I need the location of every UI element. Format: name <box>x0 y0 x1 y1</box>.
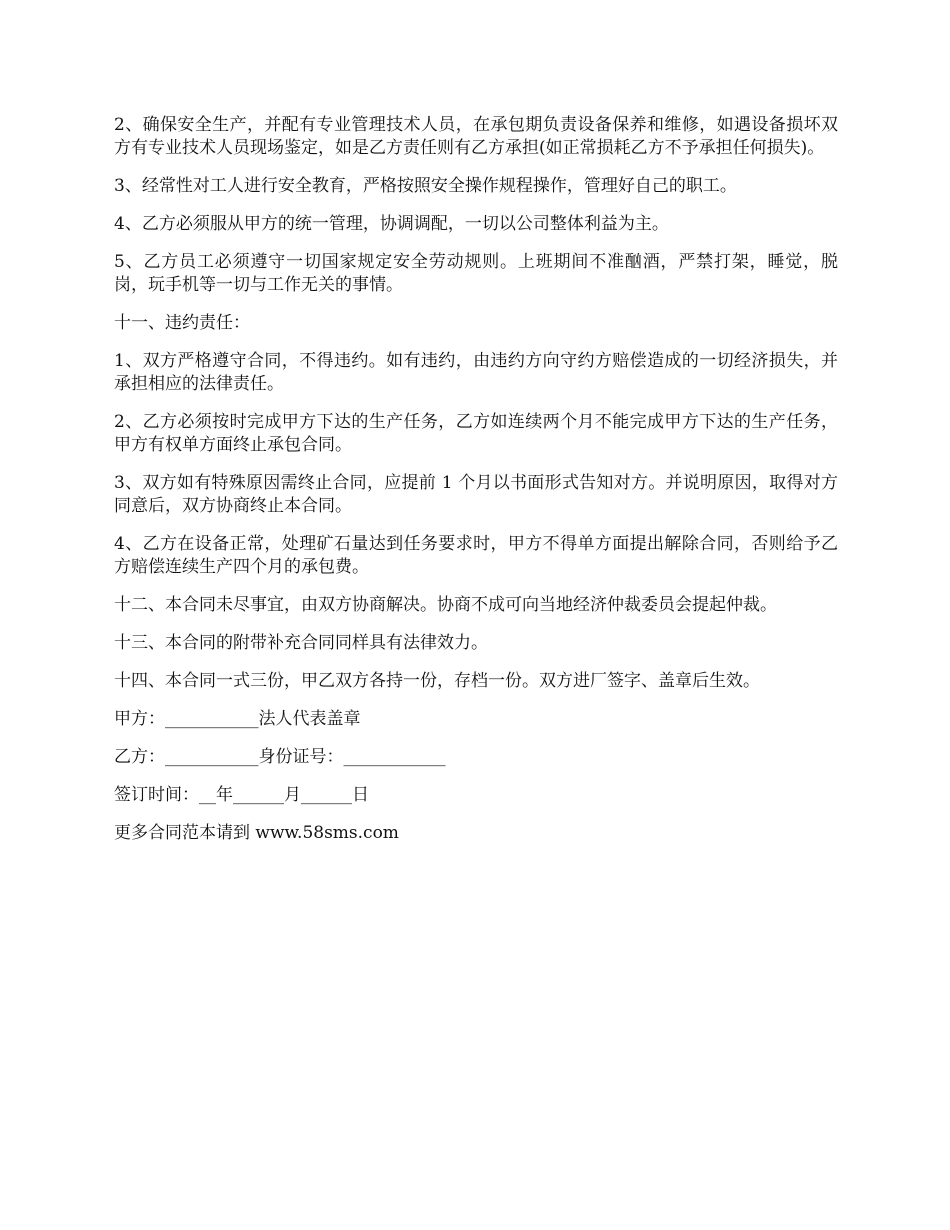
party-b-signature-line: 乙方：___________身份证号：____________ <box>114 747 446 767</box>
clause-5-labor-rules: 5、乙方员工必须遵守一切国家规定安全劳动规则。上班期间不准酗酒，严禁打架，睡觉，脱岗，玩手机等一切与工作无关的事情。 <box>114 252 838 295</box>
breach-clause-3: 3、双方如有特殊原因需终止合同，应提前 1 个月以书面形式告知对方。并说明原因，取得对方同意后，双方协商终止本合同。 <box>114 473 838 516</box>
section-13: 十三、本合同的附带补充合同同样具有法律效力。 <box>114 633 488 653</box>
breach-clause-4: 4、乙方在设备正常，处理矿石量达到任务要求时，甲方不得单方面提出解除合同，否则给予乙方赔偿连续生产四个月的承包费。 <box>114 534 838 577</box>
section-14: 十四、本合同一式三份，甲乙双方各持一份，存档一份。双方进厂签字、盖章后生效。 <box>114 671 760 691</box>
breach-clause-1: 1、双方严格遵守合同，不得违约。如有违约，由违约方向守约方赔偿造成的一切经济损失，并承担相应的法律责任。 <box>114 351 838 394</box>
document-page <box>114 114 838 860</box>
clause-3-safety-education: 3、经常性对工人进行安全教育，严格按照安全操作规程操作，管理好自己的职工。 <box>114 176 737 196</box>
clause-4-unified-management: 4、乙方必须服从甲方的统一管理，协调调配，一切以公司整体利益为主。 <box>114 214 669 234</box>
breach-clause-2: 2、乙方必须按时完成甲方下达的生产任务，乙方如连续两个月不能完成甲方下达的生产任务，甲方有权单方面终止承包合同。 <box>114 412 838 455</box>
section-11-heading: 十一、违约责任： <box>114 313 250 333</box>
clause-2-safety-production: 2、确保安全生产，并配有专业管理技术人员，在承包期负责设备保养和维修，如遇设备损坏双方有专业技术人员现场鉴定，如是乙方责任则有乙方承担(如正常损耗乙方不予承担任何损失)。 <box>114 115 838 158</box>
footer-more-templates: 更多合同范本请到 www.58sms.com <box>114 823 399 843</box>
party-a-signature-line: 甲方：___________法人代表盖章 <box>114 709 361 729</box>
section-12: 十二、本合同未尽事宜，由双方协商解决。协商不成可向当地经济仲裁委员会提起仲裁。 <box>114 595 777 615</box>
signing-date-line: 签订时间：__年______月______日 <box>114 785 369 805</box>
